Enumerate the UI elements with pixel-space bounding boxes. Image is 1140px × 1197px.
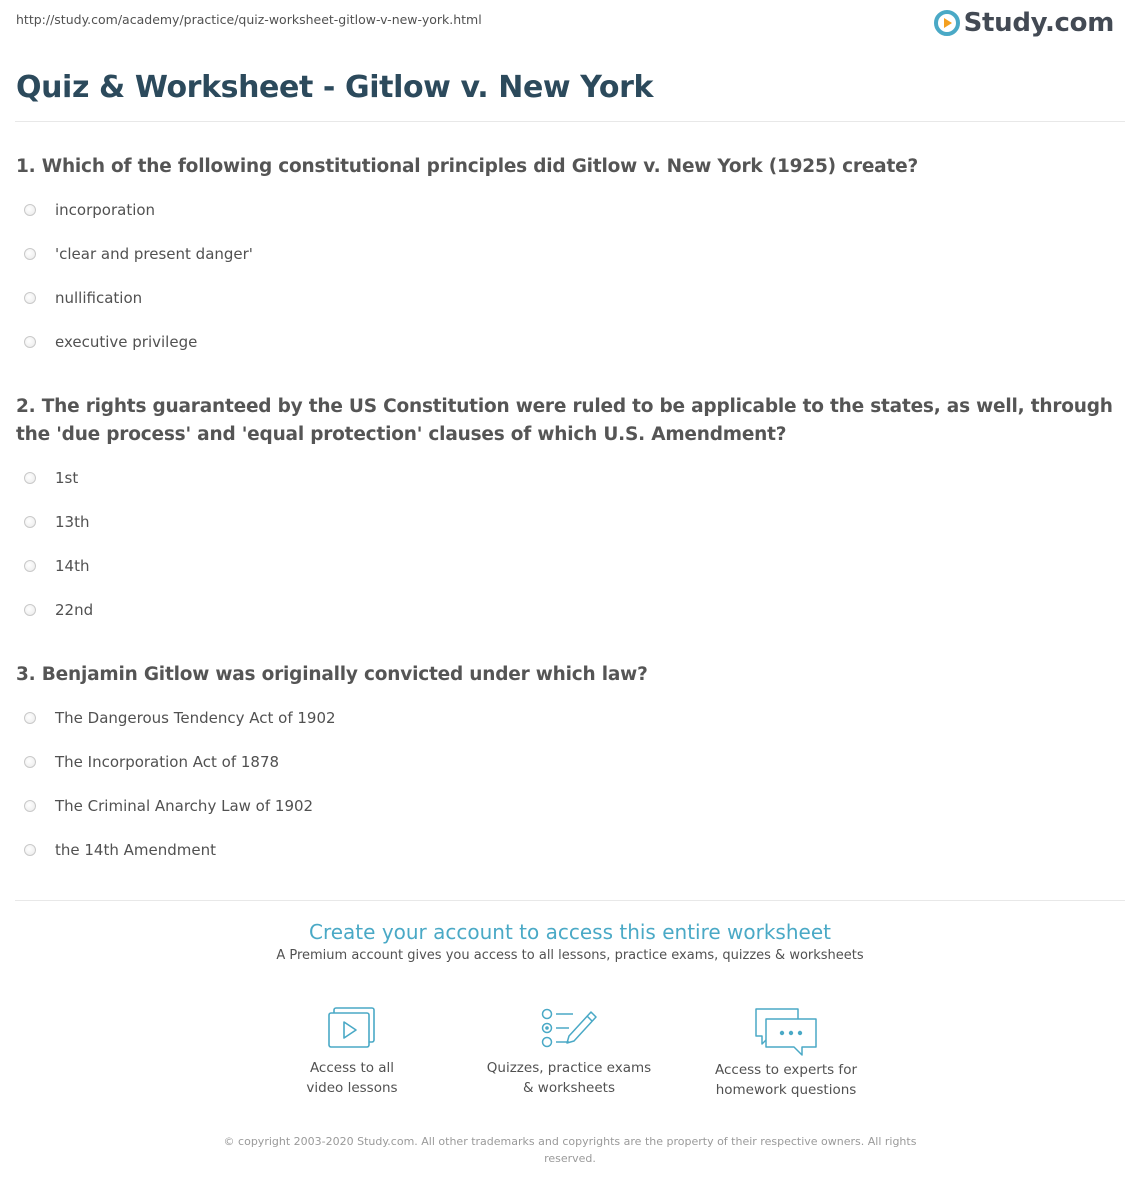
answer-label: executive privilege [55, 333, 198, 351]
quiz-checklist-icon [539, 1006, 599, 1050]
feature-label [469, 1058, 669, 1098]
feature-label-line: & worksheets [522, 1080, 615, 1096]
study-logo[interactable] [934, 8, 1114, 38]
answer-label: 14th [55, 557, 90, 575]
radio-button[interactable] [24, 472, 36, 484]
feature-video-lessons [252, 1006, 452, 1098]
logo-text: Study.com [963, 8, 1114, 38]
answer-label: The Dangerous Tendency Act of 1902 [55, 709, 336, 727]
answer-label: the 14th Amendment [55, 841, 216, 859]
title-divider [15, 121, 1125, 122]
radio-button[interactable] [24, 800, 36, 812]
signup-cta [0, 920, 1140, 963]
answer-label: 1st [55, 469, 79, 487]
cta-subtitle: A Premium account gives you access to all lessons, practice exams, quizzes & worksheets [276, 948, 864, 963]
answer-label: 22nd [55, 601, 94, 619]
feature-label [686, 1060, 886, 1100]
answer-label: nullification [55, 289, 143, 307]
radio-button[interactable] [24, 560, 36, 572]
radio-button[interactable] [24, 336, 36, 348]
radio-button[interactable] [24, 756, 36, 768]
question-text: 1. Which of the following constitutional principles did Gitlow v. New York (1925) create? [16, 156, 918, 177]
question-2 [16, 393, 1116, 632]
feature-label [252, 1058, 452, 1098]
answer-label: The Incorporation Act of 1878 [55, 753, 280, 771]
feature-quizzes [469, 1006, 669, 1098]
answer-option[interactable] [16, 188, 1116, 232]
chat-bubbles-icon [754, 1006, 818, 1056]
radio-button[interactable] [24, 204, 36, 216]
answer-label: 'clear and present danger' [55, 245, 253, 263]
page-url: http://study.com/academy/practice/quiz-worksheet-gitlow-v-new-york.html [16, 12, 482, 27]
feature-label-line: homework questions [715, 1082, 857, 1098]
answer-option[interactable] [16, 696, 1116, 740]
radio-button[interactable] [24, 844, 36, 856]
copyright-notice: © copyright 2003-2020 Study.com. All other trademarks and copyrights are the property of their respective owners. All rights reserved. [223, 1135, 917, 1165]
question-3 [16, 661, 1116, 872]
answer-option[interactable] [16, 232, 1116, 276]
feature-label-line: video lessons [306, 1080, 398, 1096]
answer-label: The Criminal Anarchy Law of 1902 [55, 797, 314, 815]
radio-button[interactable] [24, 604, 36, 616]
radio-button[interactable] [24, 516, 36, 528]
answer-option[interactable] [16, 784, 1116, 828]
premium-features [0, 1000, 1140, 1110]
feature-label-line: Access to all [309, 1060, 395, 1076]
answer-option[interactable] [16, 500, 1116, 544]
radio-button[interactable] [24, 248, 36, 260]
answer-option[interactable] [16, 276, 1116, 320]
answer-option[interactable] [16, 828, 1116, 872]
cta-divider [15, 900, 1125, 901]
question-1 [16, 153, 1116, 364]
answer-option[interactable] [16, 320, 1116, 364]
answer-option[interactable] [16, 588, 1116, 632]
cta-title-link[interactable]: Create your account to access this entire worksheet [309, 920, 831, 944]
feature-experts [686, 1006, 886, 1100]
radio-button[interactable] [24, 712, 36, 724]
top-bar [0, 0, 1140, 50]
feature-label-line: Quizzes, practice exams [486, 1060, 652, 1076]
answer-option[interactable] [16, 740, 1116, 784]
question-text: 2. The rights guaranteed by the US Constitution were ruled to be applicable to the states, as well, through the 'due process' and 'equal protection' clauses of which U.S. Amendment? [16, 396, 1113, 445]
play-circle-logo-icon [934, 10, 960, 36]
radio-button[interactable] [24, 292, 36, 304]
question-text: 3. Benjamin Gitlow was originally convicted under which law? [16, 664, 648, 685]
video-lessons-icon [326, 1006, 378, 1050]
feature-label-line: Access to experts for [714, 1062, 857, 1078]
answer-label: incorporation [55, 201, 156, 219]
answer-option[interactable] [16, 544, 1116, 588]
answer-option[interactable] [16, 456, 1116, 500]
answer-label: 13th [55, 513, 90, 531]
page-title: Quiz & Worksheet - Gitlow v. New York [16, 70, 654, 105]
